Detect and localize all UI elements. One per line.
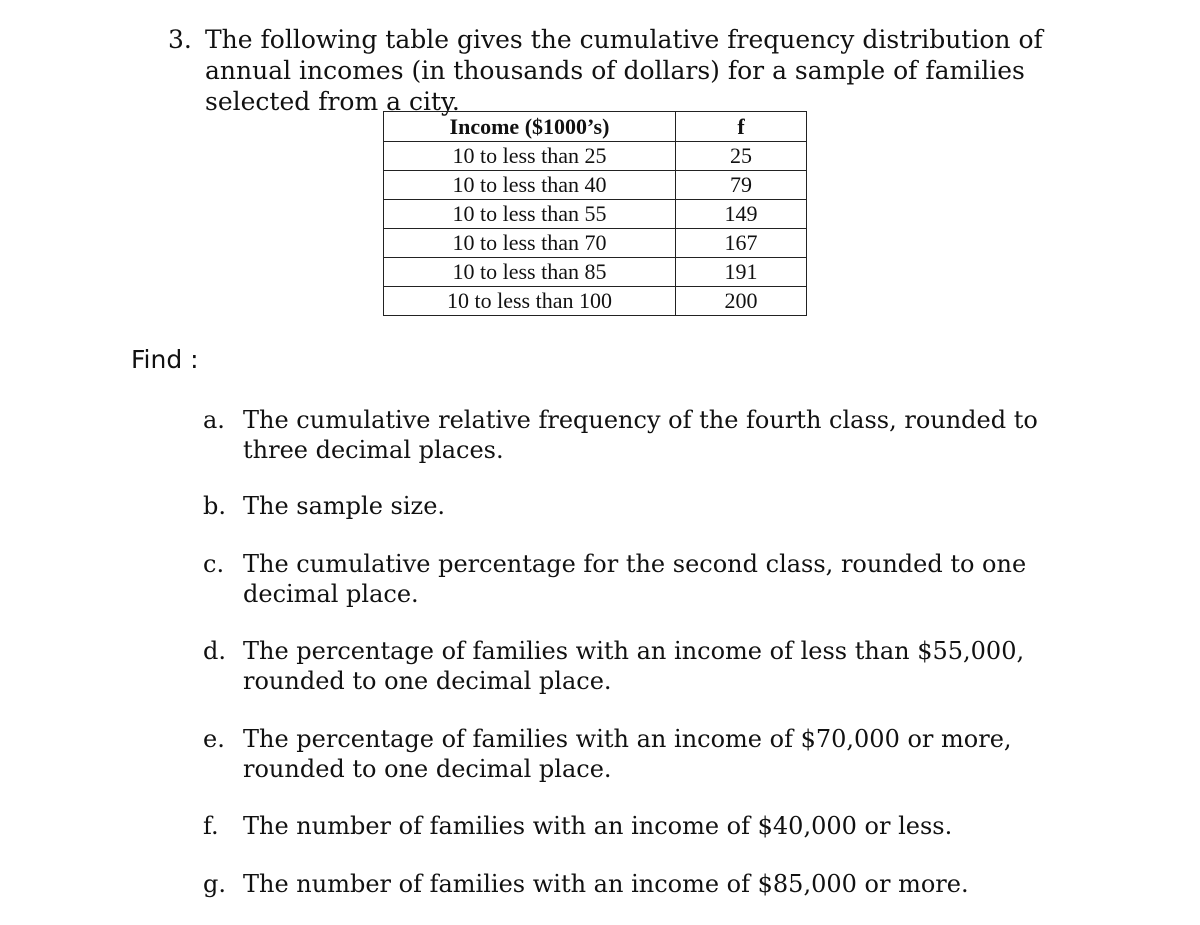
- income-cell: 10 to less than 85: [384, 258, 676, 287]
- question-letter: d.: [203, 637, 226, 665]
- frequency-cell: 79: [676, 171, 807, 200]
- question-text: The cumulative relative frequency of the fourth class, rounded to three decimal places.: [243, 406, 1038, 464]
- frequency-cell: 25: [676, 142, 807, 171]
- table-row: [384, 171, 807, 200]
- frequency-cell: 191: [676, 258, 807, 287]
- table-row: [384, 200, 807, 229]
- question-a: [203, 405, 1063, 465]
- frequency-cell: 200: [676, 287, 807, 316]
- question-letter: c.: [203, 550, 225, 578]
- income-cell: 10 to less than 25: [384, 142, 676, 171]
- question-letter: b.: [203, 492, 226, 520]
- frequency-column-header: f: [676, 112, 807, 142]
- table-row: [384, 287, 807, 316]
- question-b: [203, 491, 1063, 521]
- income-cell: 10 to less than 70: [384, 229, 676, 258]
- question-f: [203, 811, 1063, 841]
- question-c: [203, 549, 1063, 609]
- problem-number: 3.: [168, 25, 192, 54]
- question-e: [203, 724, 1063, 784]
- question-d: [203, 636, 1063, 696]
- frequency-table: [383, 111, 807, 316]
- frequency-cell: 149: [676, 200, 807, 229]
- find-label: Find :: [131, 345, 199, 374]
- question-letter: g.: [203, 870, 226, 898]
- question-text: The number of families with an income of $85,000 or more.: [243, 870, 969, 898]
- table-row: [384, 229, 807, 258]
- problem-statement: [168, 24, 1068, 117]
- question-letter: a.: [203, 406, 225, 434]
- table-header-row: [384, 112, 807, 142]
- question-letter: f.: [203, 812, 219, 840]
- question-text: The number of families with an income of $40,000 or less.: [243, 812, 953, 840]
- question-text: The percentage of families with an income of less than $55,000, rounded to one decimal place.: [243, 637, 1025, 695]
- question-g: [203, 869, 1063, 899]
- income-cell: 10 to less than 55: [384, 200, 676, 229]
- table-row: [384, 142, 807, 171]
- problem-text: The following table gives the cumulative frequency distribution of annual incomes (in thousands of dollars) for a sample of families selected from a city.: [205, 25, 1043, 116]
- income-cell: 10 to less than 100: [384, 287, 676, 316]
- question-text: The sample size.: [243, 492, 446, 520]
- income-cell: 10 to less than 40: [384, 171, 676, 200]
- table-row: [384, 258, 807, 287]
- question-letter: e.: [203, 725, 225, 753]
- question-text: The percentage of families with an income of $70,000 or more, rounded to one decimal place.: [243, 725, 1012, 783]
- income-column-header: Income ($1000’s): [384, 112, 676, 142]
- frequency-cell: 167: [676, 229, 807, 258]
- question-text: The cumulative percentage for the second class, rounded to one decimal place.: [243, 550, 1027, 608]
